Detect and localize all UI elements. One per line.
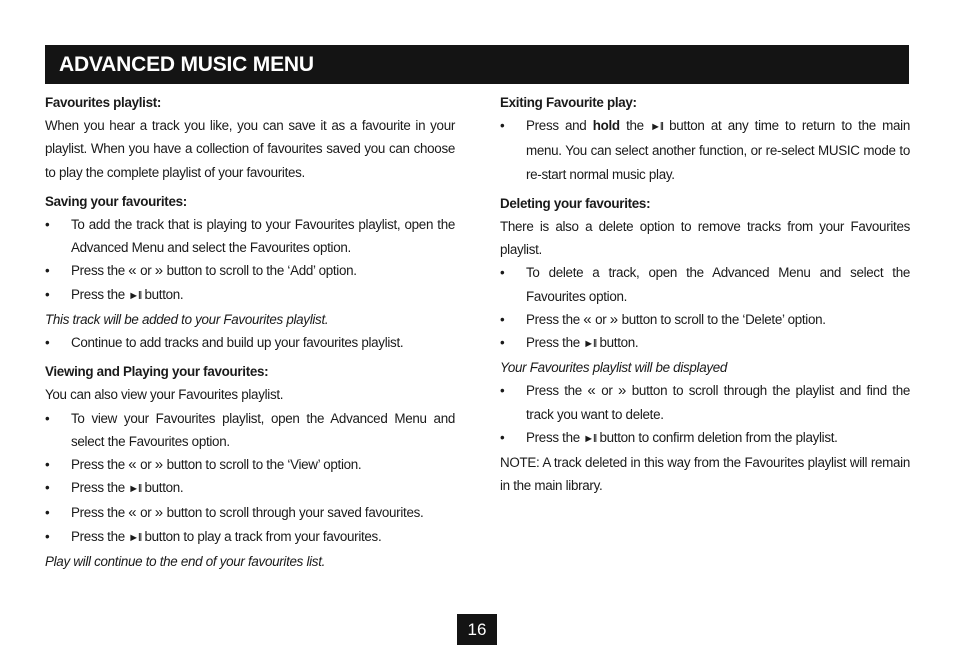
favourites-playlist-text: When you hear a track you like, you can save it as a favourite in your playlist. When you have a collection of favourites saved you can choose to play the complete playlist of your favourites. [45, 118, 455, 180]
next-icon: » [154, 456, 164, 474]
viewing-text: You can also view your Favourites playlist. [45, 387, 284, 403]
play-pause-icon: ►ll [583, 338, 597, 351]
list-item: • Press the « or » button to scroll to the ‘View’ option. [45, 453, 455, 476]
saving-list-continued [45, 331, 455, 354]
list-item: • Press the ►ll button to confirm deletion from the playlist. [500, 426, 910, 451]
play-pause-icon: ►ll [583, 432, 597, 445]
next-icon: » [154, 262, 164, 280]
play-pause-icon: ►ll [128, 483, 142, 496]
list-item: • Continue to add tracks and build up your favourites playlist. [45, 331, 455, 354]
saving-list [45, 213, 455, 308]
deleting-favourites-heading: Deleting your favourites: [500, 195, 651, 211]
previous-icon: « [128, 504, 137, 522]
list-item: • Press the ►ll button to play a track from your favourites. [45, 525, 455, 550]
bullet-icon: • [500, 265, 505, 281]
favourites-playlist-heading: Favourites playlist: [45, 95, 162, 110]
bullet-icon: • [500, 429, 505, 445]
bullet-icon: • [45, 480, 50, 496]
list-item: • To view your Favourites playlist, open the Advanced Menu and select the Favourites option. [45, 407, 455, 453]
deleting-text: There is also a delete option to remove tracks from your Favourites playlist. [500, 219, 910, 258]
bullet-icon: • [500, 311, 505, 327]
next-icon: » [609, 310, 619, 328]
bullet-icon: • [45, 263, 50, 279]
left-column [45, 91, 455, 573]
exiting-list [500, 114, 910, 186]
deleting-list-continued [500, 379, 910, 451]
deleting-note: Your Favourites playlist will be displayed [500, 360, 728, 376]
bullet-icon: • [500, 383, 505, 399]
bullet-icon: • [45, 286, 50, 302]
previous-icon: « [587, 382, 596, 400]
list-item: • Press the ►ll button. [500, 331, 910, 356]
list-item: • Press the ►ll button. [45, 283, 455, 308]
list-item: • Press the « or » button to scroll to the ‘Add’ option. [45, 259, 455, 282]
next-icon: » [617, 382, 627, 400]
viewing-note: Play will continue to the end of your favourites list. [45, 553, 326, 569]
list-item: • Press the « or » button to scroll through the playlist and find the track you want to delete. [500, 379, 910, 425]
saving-note: This track will be added to your Favourites playlist. [45, 311, 329, 327]
play-pause-icon: ►ll [128, 289, 142, 302]
exiting-favourite-heading: Exiting Favourite play: [500, 95, 637, 110]
play-pause-icon: ►ll [650, 121, 663, 134]
section-banner [45, 45, 909, 84]
list-item: • Press the « or » button to scroll through your saved favourites. [45, 501, 455, 524]
list-item: • Press the ►ll button. [45, 476, 455, 501]
list-item: • To delete a track, open the Advanced Menu and select the Favourites option. [500, 261, 910, 307]
viewing-favourites-heading: Viewing and Playing your favourites: [45, 364, 269, 380]
next-icon: » [154, 504, 164, 522]
page-number: 16 [457, 614, 497, 645]
viewing-list [45, 407, 455, 550]
previous-icon: « [128, 262, 137, 280]
previous-icon: « [583, 310, 592, 328]
bullet-icon: • [45, 505, 50, 521]
bullet-icon: • [500, 335, 505, 351]
bullet-icon: • [45, 457, 50, 473]
bullet-icon: • [45, 410, 50, 426]
deleting-footnote: NOTE: A track deleted in this way from the Favourites playlist will remain in the main library. [500, 455, 910, 494]
bullet-icon: • [45, 217, 50, 233]
list-item: • Press the « or » button to scroll to the ‘Delete’ option. [500, 308, 910, 331]
bullet-icon: • [45, 528, 50, 544]
list-item: • Press and hold the ►ll button at any time to return to the main menu. You can select another function, or re-select MUSIC mode to re-start normal music play. [500, 114, 910, 186]
right-column [500, 91, 910, 497]
play-pause-icon: ►ll [128, 531, 142, 544]
list-item: • To add the track that is playing to your Favourites playlist, open the Advanced Menu and select the Favourites option. [45, 213, 455, 259]
saving-favourites-heading: Saving your favourites: [45, 193, 187, 209]
page-title: ADVANCED MUSIC MENU [59, 52, 314, 76]
bullet-icon: • [45, 335, 50, 351]
deleting-list [500, 261, 910, 356]
previous-icon: « [128, 456, 137, 474]
bullet-icon: • [500, 118, 505, 134]
